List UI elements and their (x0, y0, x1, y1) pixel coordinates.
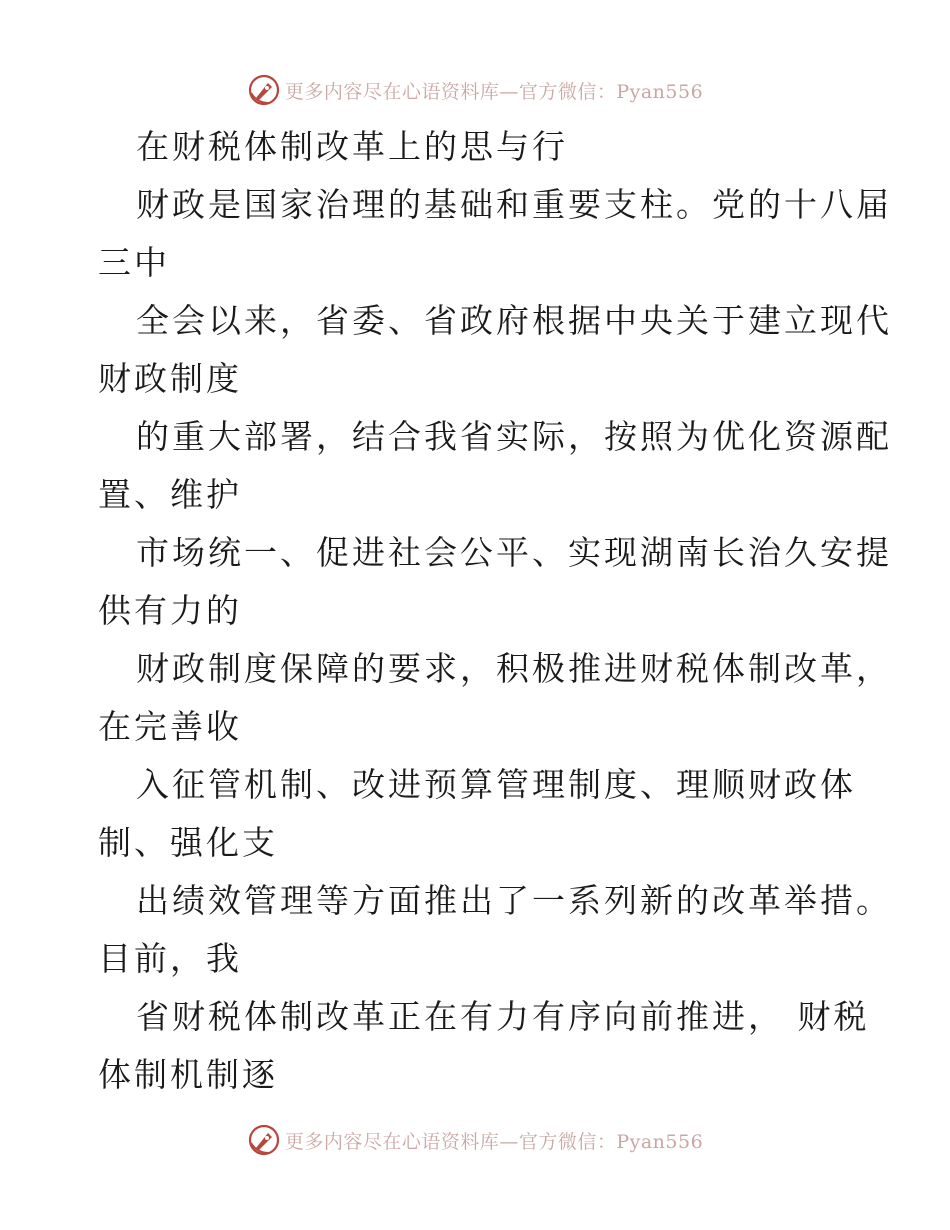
pen-nib-logo-icon (247, 1123, 281, 1157)
paragraph-line: 的重大部署，结合我省实际，按照为优化资源配 (136, 417, 892, 456)
paragraph (0, 988, 950, 1104)
paragraph-line: 入征管机制、改进预算管理制度、理顺财政体 (136, 765, 856, 804)
paragraph-line: 财政制度保障的要求，积极推进财税体制改革， (136, 649, 892, 688)
paragraph-line: 置、维护 (98, 475, 242, 514)
paragraph (0, 524, 950, 640)
paragraph (0, 640, 950, 756)
paragraph (0, 292, 950, 408)
paragraph-line: 省财税体制改革正在有力有序向前推进， 财税 (136, 997, 870, 1036)
footer-banner (0, 1120, 950, 1160)
paragraph-line: 供有力的 (98, 591, 242, 630)
paragraph (0, 176, 950, 292)
paragraph-line: 三中 (98, 243, 170, 282)
paragraph-line: 在完善收 (98, 707, 242, 746)
paragraph (0, 872, 950, 988)
paragraph-line: 出绩效管理等方面推出了一系列新的改革举措。 (136, 881, 892, 920)
paragraph-line: 目前，我 (98, 939, 242, 978)
document-title-text: 在财税体制改革上的思与行 (136, 127, 568, 166)
header-banner (0, 70, 950, 110)
paragraph (0, 408, 950, 524)
paragraph-line: 市场统一、促进社会公平、实现湖南长治久安提 (136, 533, 892, 572)
paragraph-line: 财政是国家治理的基础和重要支柱。党的十八届 (136, 185, 892, 224)
document-body (0, 118, 950, 1104)
pen-nib-logo-icon (247, 73, 281, 107)
paragraph-line: 制、强化支 (98, 823, 278, 862)
paragraph-line: 财政制度 (98, 359, 242, 398)
document-title (0, 118, 950, 176)
header-banner-text: 更多内容尽在心语资料库—官方微信：Pyan556 (284, 80, 704, 103)
paragraph-line: 体制机制逐 (98, 1055, 278, 1094)
paragraph (0, 756, 950, 872)
paragraph-line: 全会以来，省委、省政府根据中央关于建立现代 (136, 301, 892, 340)
footer-banner-text: 更多内容尽在心语资料库—官方微信：Pyan556 (284, 1130, 704, 1153)
